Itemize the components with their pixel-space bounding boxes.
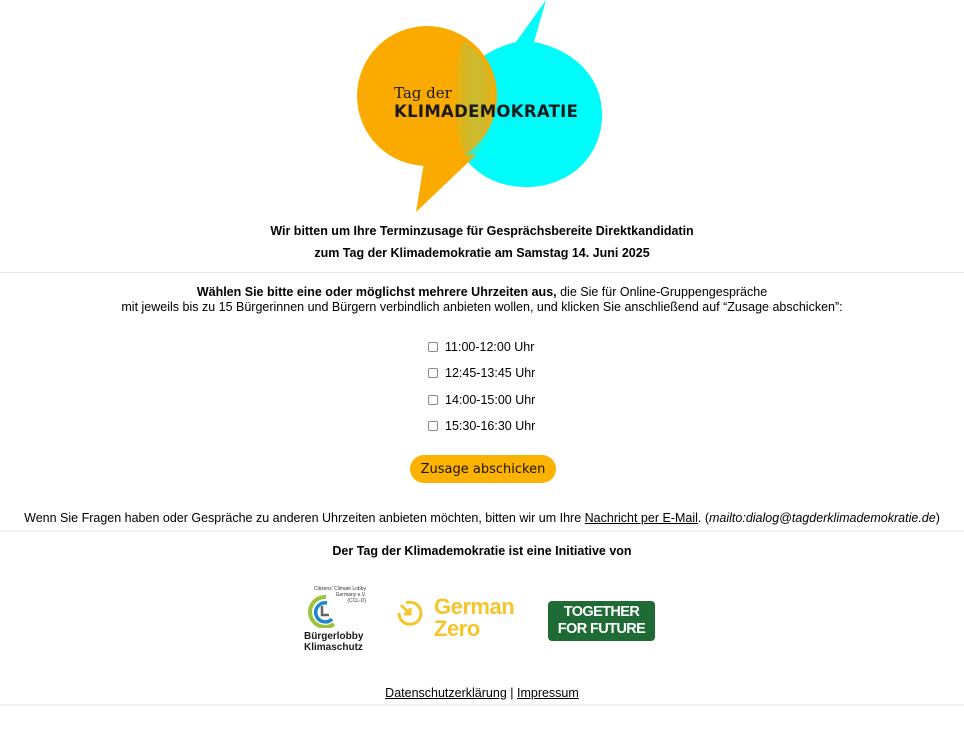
heading-line-2: zum Tag der Klimademokratie am Samstag 14. Juni 2025 — [314, 246, 650, 260]
contact-suffix: ) — [935, 511, 940, 525]
time-slot-option[interactable] — [428, 413, 535, 439]
imprint-link[interactable]: Impressum — [516, 686, 579, 700]
logo — [356, 0, 606, 212]
intro-line-1 — [0, 284, 964, 300]
initiative-title: Der Tag der Klimademokratie ist eine Initiative von — [332, 544, 632, 558]
germanzero-logo — [396, 596, 526, 646]
tff-line: TOGETHER — [563, 604, 640, 620]
time-slot-label: 11:00-12:00 Uhr — [445, 340, 535, 355]
germanzero-line: German — [434, 594, 515, 619]
time-slot-form — [428, 334, 535, 439]
contact-middle: . ( — [697, 511, 709, 525]
intro-bold: Wählen Sie bitte eine oder möglichst mehrere Uhrzeiten aus, — [196, 285, 557, 299]
together-for-future-logo — [548, 601, 655, 641]
ccl-logo — [302, 586, 368, 656]
ccl-name — [304, 631, 363, 653]
time-slot-checkbox[interactable] — [428, 421, 438, 431]
contact-prefix: Wenn Sie Fragen haben oder Gespräche zu anderen Uhrzeiten anbieten möchten, bitten wir um Ihre — [24, 511, 585, 525]
time-slot-option[interactable] — [428, 360, 535, 386]
time-slot-label: 14:00-15:00 Uhr — [445, 392, 536, 407]
submit-commitment-button[interactable]: Zusage abschicken — [410, 455, 556, 483]
germanzero-wordmark — [434, 596, 514, 640]
tff-line: FOR FUTURE — [557, 621, 646, 637]
time-slot-label: 15:30-16:30 Uhr — [445, 419, 536, 434]
intro-rest: die Sie für Online-Gruppengespräche — [556, 285, 768, 299]
contact-text — [0, 511, 964, 525]
logo-text-tag-der: Tag der — [394, 84, 452, 102]
time-slot-checkbox[interactable] — [428, 395, 438, 405]
time-slot-checkbox[interactable] — [428, 342, 438, 352]
footer-separator: | — [506, 686, 517, 700]
germanzero-line: Zero — [434, 616, 480, 641]
ccl-small-line: (CCL-D) — [347, 598, 366, 604]
ccl-small-line: Germany e.V. — [335, 592, 366, 598]
intro-line-2: mit jeweils bis zu 15 Bürgerinnen und Bürgern verbindlich anbieten wollen, und klicken Sie anschließend auf “Zusage abschicken”: — [121, 300, 843, 314]
divider — [0, 704, 964, 706]
time-slot-option[interactable] — [428, 334, 535, 360]
logo-text-klimademokratie: KLIMADEMOKRATIE — [394, 102, 579, 121]
heading-line-1: Wir bitten um Ihre Terminzusage für Gesprächsbereite Direktkandidatin — [270, 224, 694, 238]
divider — [0, 530, 964, 532]
ccl-small-line: Citizens' Climate Lobby — [313, 586, 366, 592]
ccl-name-line: Bürgerlobby — [304, 631, 364, 642]
footer-links — [0, 686, 964, 700]
ccl-arc-icon — [306, 594, 340, 628]
time-slot-checkbox[interactable] — [428, 368, 438, 378]
time-slot-option[interactable] — [428, 387, 535, 413]
contact-mail-address: mailto:dialog@tagderklimademokratie.de — [709, 511, 936, 525]
divider — [0, 272, 964, 273]
germanzero-arrow-icon — [396, 599, 426, 629]
ccl-name-line: Klimaschutz — [304, 642, 363, 653]
privacy-link[interactable]: Datenschutzerklärung — [385, 686, 507, 700]
email-link[interactable]: Nachricht per E-Mail — [584, 511, 698, 525]
time-slot-label: 12:45-13:45 Uhr — [445, 366, 536, 381]
